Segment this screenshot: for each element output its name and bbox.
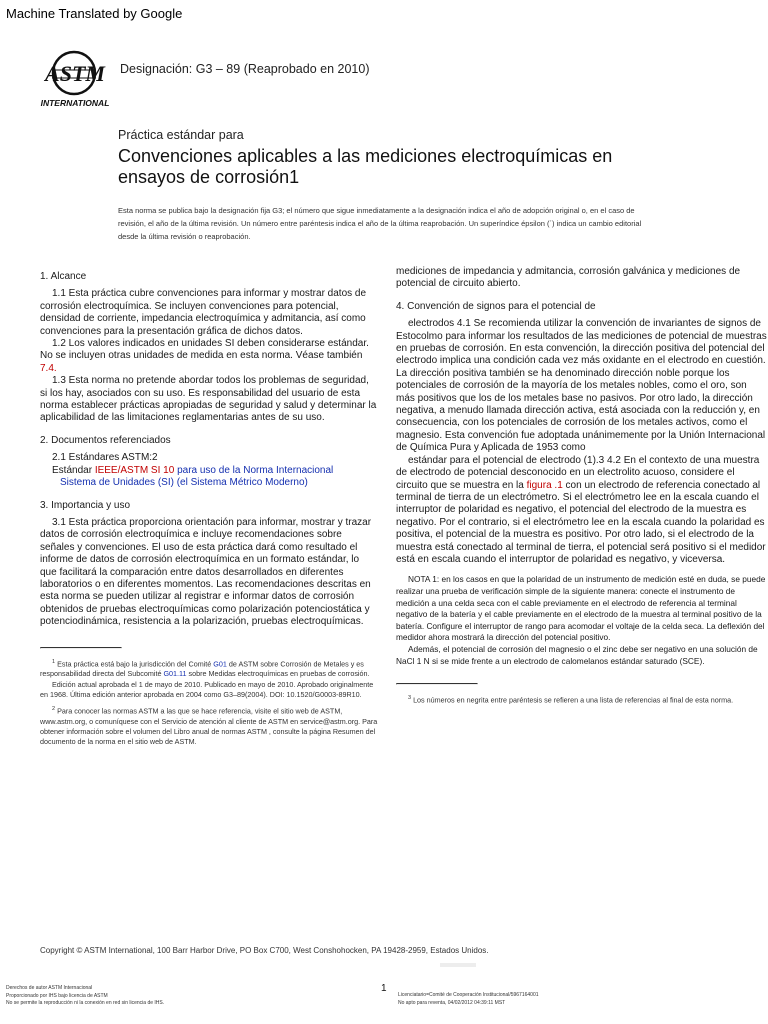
committee-g01-link[interactable]: G01 (213, 658, 227, 668)
machine-translation-banner: Machine Translated by Google (6, 6, 183, 21)
paragraph-1-1: 1.1 Esta práctica cubre convenciones para informar y mostrar datos de corrosión electroquímica. Se incluyen convenciones para potencial, densidad de corriente, impedancia electroquímica y admitancia, así como convenciones para la presentación gráfica de dichos datos. (40, 288, 367, 337)
designation-notice: Esta norma se publica bajo la designación fija G3; el número que sigue inmediatamente a la designación indica el año de adopción original o, en el caso de revisión, el año de la última revisión. Un número entre paréntesis indica el año de la última reaprobación. Un superíndice épsilon (´) indica un cambio editorial desde la última revisión o reaprobación. (118, 206, 642, 241)
page-number: 1 (381, 983, 387, 994)
note-1: NOTA 1: en los casos en que la polaridad de un instrumento de medición esté en duda, se puede realizar una prueba de verificación simple de la siguiente manera: conecte el instrumento de medición a una celda seca con el cable previamente en el electrodo de referencia al terminal negativo de la batería y el cable previamente en el electrodo de la muestra al terminal positivo de la batería. Configure el interruptor de rango para acomodar el voltaje de la celda seca. La deflexión del medidor ahora mostrará la dirección del potencial positivo. (396, 574, 766, 643)
continued-text: mediciones de impedancia y admitancia, corrosión galvánica y mediciones de potencial de circuito abierto. (396, 266, 741, 290)
paragraph-2-1: 2.1 Estándares ASTM:2 (52, 452, 158, 464)
license-info-left: Derechos de autor ASTM Internacional Proporcionado por IHS bajo licencia de ASTM No se permite la reproducción ni la conexión en red sin licencia de IHS. (6, 985, 165, 1006)
faint-watermark (440, 963, 476, 967)
paragraph-1-3: 1.3 Esta norma no pretende abordar todos los problemas de seguridad, si los hay, asociados con su uso. Es responsabilidad del usuario de esta norma establecer prácticas apropiadas de seguridad y salud y determinar la aplicabilidad de las limitaciones reglamentarias antes de su uso. (40, 375, 377, 424)
designation: Designación: G3 – 89 (Reaprobado en 2010) (120, 62, 370, 76)
license-info-right: Licenciatario=Comité de Cooperación Institucional/5967164001 No apto para reventa, 04/02/2012 04:39:11 MST (398, 992, 539, 1006)
astm-logo (38, 48, 112, 110)
footnote-3: $^3$ Los números en negrita entre paréntesis se refieren a una lista de referencias al final de esta norma. (408, 695, 734, 705)
footnote-1-edition: Edición actual aprobada el 1 de mayo de 2010. Publicado en mayo de 2010. Aprobado originalmente en 1968. Última edición anterior aprobada en 2004 como G3–89(2004). DOI: 10.1520/G0003-89R10. (40, 679, 374, 699)
page-title: Convenciones aplicables a las mediciones electroquímicas en ensayos de corrosión1 (118, 146, 613, 187)
figure-1-link[interactable]: figura .1 (526, 479, 563, 491)
paragraph-1-2: 1.2 Los valores indicados en unidades SI deben considerarse estándar. No se incluyen otras unidades de medida en esta norma. Véase también 7.4. (40, 338, 369, 374)
section-heading-significance: 3. Importancia y uso (40, 499, 131, 511)
left-column (40, 267, 378, 748)
note-1-continued: Además, el potencial de corrosión del magnesio o el zinc debe ser negativo en una solución de NaCl 1 N si se mide frente a un electrodo de calomelanos estándar saturado (SCE). (396, 643, 758, 666)
standard-reference-title[interactable]: Sistema de Unidades (SI) (el Sistema Métrico Moderno) (60, 477, 308, 489)
logo-international: INTERNATIONAL (40, 98, 110, 108)
ieee-astm-si10-link[interactable]: IEEE/ASTM SI 10 (94, 464, 175, 476)
paragraph-4-2: estándar para el potencial de electrodo (1).3 4.2 En el contexto de una muestra de electrodo de potencial desconocido en un electrolito acuoso, considere el circuito que se muestra en la figura .1 con un electrodo de referencia conectado al terminal de tierra de un electrómetro. Si el electrómetro lee en la escala cuando el interruptor de polaridad es negativo, el potencial del electrodo de la muestra es negativo. Por el contrario, si el electrómetro lee en la escala cuando la polaridad es positiva, el potencial de la muestra es positivo. Por otro lado, si el electrodo de la muestra está conectado al terminal de tierra, el potencial será positivo si el medidor está en escala cuando el interruptor de polaridad es negativo, y viceversa. (396, 454, 766, 565)
section-heading-referenced-docs: 2. Documentos referenciados (40, 434, 171, 446)
paragraph-4-1: electrodos 4.1 Se recomienda utilizar la convención de invariantes de signos de Estocolmo para informar los resultados de las mediciones de potencial de muestras en pruebas de corrosión. En esta convención, la dirección positiva del potencial del electrodo implica una condición cada vez más oxidante en el electrodo en cuestión. La dirección positiva también se ha denominado dirección noble porque los potenciales de corrosión de la mayoría de los metales nobles, como el oro, son más positivos que los de los metales base no pasivos. Por otro lado, la dirección negativa, a menudo llamada dirección activa, está asociada con la reducción y, en consecuencia, con los potenciales de corrosión de los metales activos, como el magnesio. Esta convención fue adoptada unánimemente por la Unión Internacional de Química Pura y Aplicada de 1953 como (396, 318, 767, 454)
subtitle: Práctica estándar para (118, 128, 244, 142)
subcommittee-g01-11-link[interactable]: G01.11 (163, 669, 187, 679)
footnote-1: $^1$ Esta práctica está bajo la jurisdicción del Comité G01 de ASTM sobre Corrosión de Metales y es responsabilidad directa del Subcomité G01.11 sobre Medidas electroquímicas en pruebas de corrosión. (40, 658, 370, 679)
footnote-2: $^2$ Para conocer las normas ASTM a las que se hace referencia, visite el sitio web de ASTM, www.astm.org, o comuníquese con el Servicio de atención al cliente de ASTM en service@astm.org. Para obtener información sobre el volumen del Libro anual de normas ASTM , consulte la página Resumen del documento de la norma en el sitio web de ASTM. (40, 706, 378, 747)
copyright-line: Copyright © ASTM International, 100 Barr Harbor Drive, PO Box C700, West Conshohocken, PA 19428-2959, Estados Unidos. (40, 946, 489, 955)
right-column (396, 266, 768, 706)
logo-letters: ASTM (45, 61, 105, 86)
reference-7-4[interactable]: 7.4. (40, 362, 57, 374)
paragraph-3-1: 3.1 Esta práctica proporciona orientación para informar, mostrar y trazar datos de corrosión electroquímica e incluye recomendaciones sobre señales y convenciones. El uso de esta práctica dará como resultado el informe de datos de corrosión electroquímica en un formato estándar, lo que facilitará la comparación entre datos desarrollados en diferentes laboratorios o en diferentes momentos. Las recomendaciones descritas en esta norma se pueden utilizar al registrar e informar datos de corrosión obtenidos de pruebas electroquímicas como polarización potenciostática y potenciodinámica, resistencia a la polarización, pruebas electroquímicas. (40, 516, 372, 628)
section-heading-sign-convention: 4. Convención de signos para el potencial de (396, 300, 596, 312)
section-heading-scope: 1. Alcance (40, 271, 87, 282)
standard-reference: Estándar IEEE/ASTM SI 10 para uso de la Norma Internacional (52, 464, 334, 476)
